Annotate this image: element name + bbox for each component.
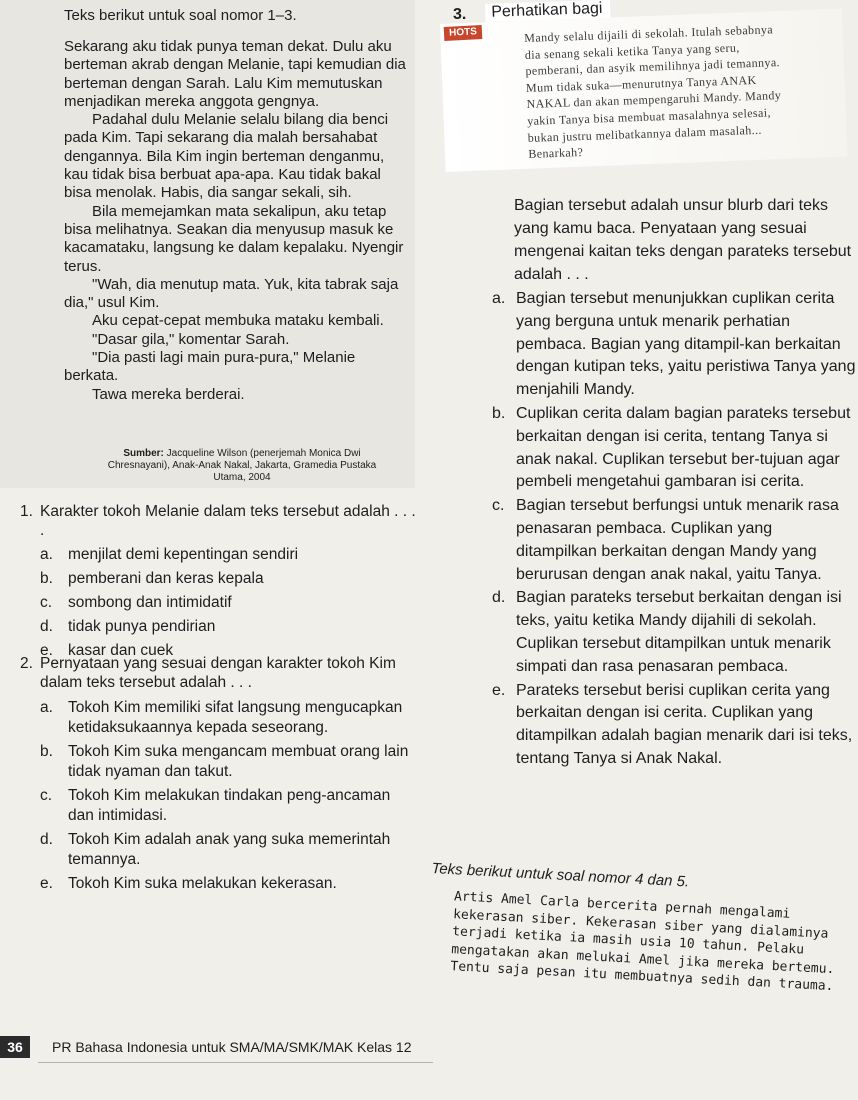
option-b[interactable]: b. pemberani dan keras kepala (40, 570, 264, 587)
question-3-body (472, 194, 857, 771)
option-a[interactable]: a. Bagian tersebut menunjukkan cuplikan cerita yang berguna untuk menarik perhatian pembaca. Bagian yang ditampil-kan berkaitan dengan kutipan teks, yaitu peristiwa Tanya yang menjahili Mandy. (492, 290, 856, 399)
passage-paragraph: Bila memejamkan mata sekalipun, aku tetap bisa melihatnya. Seakan dia menyusup masuk ke kacamataku, langsung ke dalam kepalaku. Nyengir terus. (64, 202, 404, 275)
option-d[interactable]: d. Tokoh Kim adalah anak yang suka memerintah temannya. (40, 831, 391, 868)
passage-paragraph: Sekarang aku tidak punya teman dekat. Dulu aku berteman akrab dengan Melanie, tapi kemudian dia berteman dengan Sarah. Lalu Kim memutuskan menjadikan mereka anggota gengnya. (64, 38, 406, 110)
question-stem: Pernyataan yang sesuai dengan karakter tokoh Kim dalam teks tersebut adalah . . . (40, 655, 396, 691)
question-stem: Bagian tersebut adalah unsur blurb dari teks yang kamu baca. Penyataan yang sesuai mengenai kaitan teks dengan parateks tersebut adalah . . . (514, 197, 852, 283)
question-stem: Karakter tokoh Melanie dalam teks tersebut adalah . . . . (40, 503, 416, 539)
option-c[interactable]: c. sombong dan intimidatif (40, 594, 232, 611)
passage-4-5 (426, 860, 841, 996)
passage-paragraph: Aku cepat-cepat membuka mataku kembali. (92, 312, 384, 330)
passage-body (64, 38, 409, 404)
option-e[interactable]: e. kasar dan cuek (40, 642, 174, 659)
question-3-header: Perhatikan bagi (485, 0, 611, 22)
question-2: 2. Pernyataan yang sesuai dengan karakter tokoh Kim dalam teks tersebut adalah . . . a. Tokoh Kim memiliki sifat langsung mengucapkan ketidaksukaannya kepada seseorang. b. Tokoh Kim suka mengancam membuat orang lain tidak nyaman dan takut. c. Tokoh Kim melakukan tindakan peng-ancaman dan intimidasi. d. Tokoh Kim adalah anak yang suka memerintah temannya. e. Tokoh Kim suka melakukan kekerasan. (0, 655, 415, 894)
question-1: 1. Karakter tokoh Melanie dalam teks tersebut adalah . . . . a. menjilat demi kepentingan sendiri b. pemberani dan keras kepala c. sombong dan intimidatif d. tidak punya pendirian e. kasar dan cuek (0, 503, 420, 666)
page-number: 36 (0, 1036, 30, 1058)
hots-badge: HOTS (444, 25, 483, 41)
passage-source: Sumber: Jacqueline Wilson (penerjemah Monica Dwi Chresnayani), Anak-Anak Nakal, Jakarta, Gramedia Pustaka Utama, 2004 (107, 448, 377, 483)
option-b[interactable]: b. Cuplikan cerita dalam bagian parateks tersebut berkaitan dengan isi cerita, tentang Tanya si anak nakal. Cuplikan tersebut ber-tujuan agar pembeli mengetahui gambaran isi cerita. (492, 404, 851, 491)
option-a[interactable]: a. menjilat demi kepentingan sendiri (40, 546, 299, 563)
passage-paragraph: "Dasar gila," komentar Sarah. (92, 330, 290, 348)
passage-paragraph: Tawa mereka berderai. (92, 385, 245, 403)
option-d[interactable]: d. tidak punya pendirian (40, 618, 216, 635)
option-e[interactable]: e. Parateks tersebut berisi cuplikan cerita yang berkaitan dengan isi cerita. Cuplikan yang ditampilkan adalah bagian menarik dari isi teks, tentang Tanya si Anak Nakal. (492, 681, 853, 767)
passage-4-5-text: Artis Amel Carla bercerita pernah mengalami kekerasan siber. Kekerasan siber yang dialaminya terjadi ketika ia masih usia 10 tahun. Pelaku mengatakan akan melukai Amel jika mereka bertemu. Tentu saja pesan itu membuatnya sedih dan trauma. (450, 889, 835, 995)
passage-paragraph: Padahal dulu Melanie selalu bilang dia benci pada Kim. Tapi sekarang dia malah bersahabat dengannya. Bila Kim ingin berteman denganmu, kau tidak bisa berbuat apa-apa. Kau tidak bakal bisa menolak. Habis, dia sangar sekali, sih. (64, 111, 389, 202)
question-3-number: 3. (453, 6, 467, 23)
passage-paragraph: "Dia pasti lagi main pura-pura," Melanie berkata. (64, 349, 356, 385)
blurb-text: Mandy selalu dijaili di sekolah. Itulah sebabnya dia senang sekali ketika Tanya yang seru, pemberani, dan asyik memilihnya jadi temannya. Mum tidak suka—menurutnya Tanya ANAK NAKAL dan akan mempengaruhi Mandy. Mandy yakin Tanya bisa membuat masalahnya selesai, bukan justru melibatkannya dalam masalah... Benarkah? (524, 22, 782, 162)
passage-paragraph: "Wah, dia menutup mata. Yuk, kita tabrak saja dia," usul Kim. (64, 275, 399, 312)
option-b[interactable]: b. Tokoh Kim suka mengancam membuat orang lain tidak nyaman dan takut. (40, 743, 409, 780)
option-e[interactable]: e. Tokoh Kim suka melakukan kekerasan. (40, 875, 337, 892)
footer-divider (38, 1062, 433, 1063)
option-c[interactable]: c. Bagian tersebut berfungsi untuk menarik rasa penasaran pembaca. Cuplikan yang ditampilkan berkaitan dengan Mandy yang berurusan dengan anak nakal, yaitu Tanya. (492, 497, 839, 583)
option-c[interactable]: c. Tokoh Kim melakukan tindakan peng-ancaman dan intimidasi. (40, 787, 391, 824)
option-a[interactable]: a. Tokoh Kim memiliki sifat langsung mengucapkan ketidaksukaannya kepada seseorang. (40, 699, 403, 736)
option-d[interactable]: d. Bagian parateks tersebut berkaitan dengan isi teks, yaitu ketika Mandy dijahili di sekolah. Cuplikan tersebut ditampilkan untuk menarik simpati dan rasa penasaran pembaca. (492, 589, 842, 675)
passage-heading: Teks berikut untuk soal nomor 1–3. (64, 7, 297, 24)
book-title: PR Bahasa Indonesia untuk SMA/MA/SMK/MAK Kelas 12 (52, 1039, 412, 1055)
passage-4-5-heading: Teks berikut untuk soal nomor 4 dan 5. (431, 860, 690, 891)
